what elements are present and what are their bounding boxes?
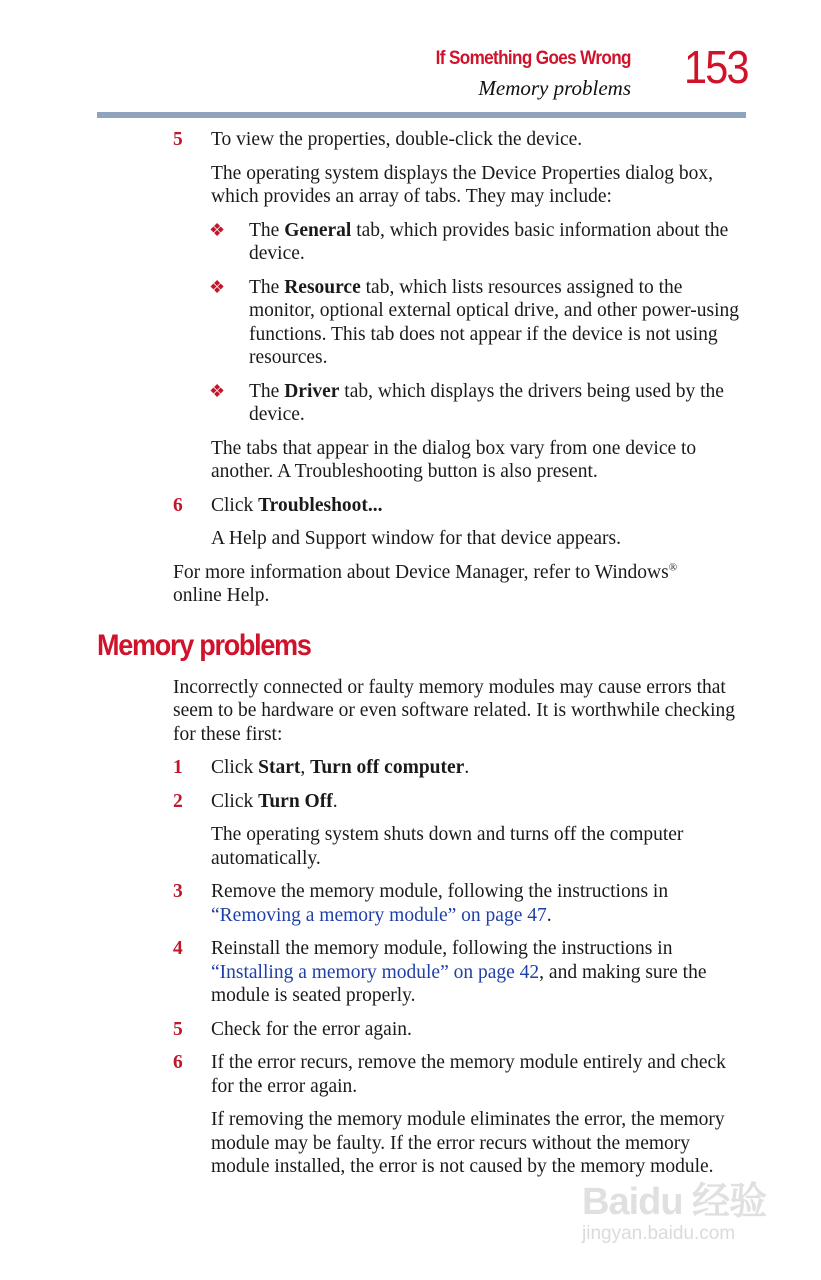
watermark-logo-text: Baidu 经验: [582, 1181, 767, 1223]
help-window-note: A Help and Support window for that device appears.: [211, 528, 621, 549]
page-content: [0, 128, 821, 1179]
step-5-view-properties: [173, 128, 746, 152]
bullet-text-post: tab, which lists resources assigned to the monitor, optional external optical drive, and other power-using functions. This tab does not appear if the device is not using resources.: [249, 276, 739, 368]
step-number: 5: [173, 1018, 183, 1040]
bullet-general-tab: [209, 219, 746, 266]
step-number: 2: [173, 790, 183, 812]
shutdown-note: The operating system shuts down and turns off the computer automatically.: [211, 824, 684, 869]
bullet-resource-tab: [209, 276, 746, 370]
bullet-text-post: tab, which provides basic information about the device.: [249, 219, 729, 264]
step-number: 5: [173, 129, 183, 150]
memory-step-5: [173, 1018, 746, 1042]
step-6-troubleshoot: [173, 494, 746, 518]
section-heading-memory-problems: Memory problems: [97, 628, 311, 662]
step-number: 1: [173, 757, 183, 778]
registered-mark: ®: [668, 561, 678, 573]
step-text-post: .: [546, 904, 552, 926]
memory-step-2: [173, 790, 746, 814]
step-text-pre: Reinstall the memory module, following the instructions in: [211, 938, 673, 959]
step-number: 4: [173, 938, 183, 959]
step-text-post: .: [332, 790, 338, 812]
diamond-bullet-icon: ❖: [209, 219, 226, 240]
diamond-bullet-icon: ❖: [209, 380, 226, 401]
step-text: Check for the error again.: [211, 1018, 412, 1040]
step-text-pre: Click: [211, 790, 259, 812]
step-text-mid: ,: [300, 757, 311, 778]
bullet-text-post: tab, which displays the drivers being used by the device.: [249, 380, 724, 425]
removing-memory-module-link[interactable]: “Removing a memory module” on page 47: [211, 904, 547, 926]
bullet-text-pre: The: [249, 380, 285, 402]
step-text-post: , and making sure the module is seated properly.: [211, 961, 707, 1006]
bullet-term: General: [284, 219, 352, 241]
dialog-description: The operating system displays the Device Properties dialog box, which provides an array of tabs. They may include:: [211, 162, 714, 207]
bullet-driver-tab: [209, 380, 746, 427]
running-header-section: Memory problems: [478, 76, 631, 100]
diamond-bullet-icon: ❖: [209, 276, 226, 297]
memory-step-1: [173, 756, 746, 780]
step-text-pre: Remove the memory module, following the instructions in: [211, 881, 669, 902]
step-number: 6: [173, 1052, 183, 1073]
memory-step-6: [173, 1051, 746, 1098]
more-info-text: For more information about Device Manager, refer to Windows: [173, 561, 669, 583]
bullet-term: Resource: [284, 276, 361, 298]
step-number: 3: [173, 881, 183, 902]
step-ui-term: Turn off computer: [310, 757, 465, 778]
memory-step-4: [173, 937, 746, 1008]
step-text-post: .: [464, 757, 470, 778]
step-ui-term: Start: [258, 757, 301, 778]
bullet-text-pre: The: [249, 276, 285, 298]
baidu-watermark: [582, 1170, 782, 1250]
faulty-module-note: If removing the memory module eliminates the error, the memory module may be faulty. If the error recurs without the memory module installed, the error is not caused by the memory module.: [211, 1109, 725, 1177]
step-text-pre: Click: [211, 757, 259, 778]
page-number: 153: [684, 41, 748, 93]
step-ui-term: Turn Off: [258, 790, 333, 812]
running-header-chapter: If Something Goes Wrong: [435, 48, 631, 69]
step-number: 6: [173, 494, 183, 516]
watermark-url: jingyan.baidu.com: [582, 1223, 736, 1244]
step-ui-term: Troubleshoot...: [258, 494, 383, 516]
bullet-term: Driver: [284, 380, 340, 402]
installing-memory-module-link[interactable]: “Installing a memory module” on page 42: [211, 961, 540, 983]
tabs-note: The tabs that appear in the dialog box vary from one device to another. A Troubleshooting button is also present.: [211, 437, 697, 482]
step-text: To view the properties, double-click the device.: [211, 129, 583, 150]
step-text: If the error recurs, remove the memory module entirely and check for the error again.: [211, 1052, 726, 1097]
step-text-pre: Click: [211, 494, 259, 516]
more-info-end: online Help.: [173, 585, 270, 606]
memory-step-3: [173, 880, 746, 927]
bullet-text-pre: The: [249, 219, 285, 241]
more-info-paragraph: [173, 561, 746, 608]
header-divider: [97, 112, 746, 118]
memory-intro: Incorrectly connected or faulty memory modules may cause errors that seem to be hardware or even software related. It is worthwhile checking for these first:: [173, 676, 736, 745]
